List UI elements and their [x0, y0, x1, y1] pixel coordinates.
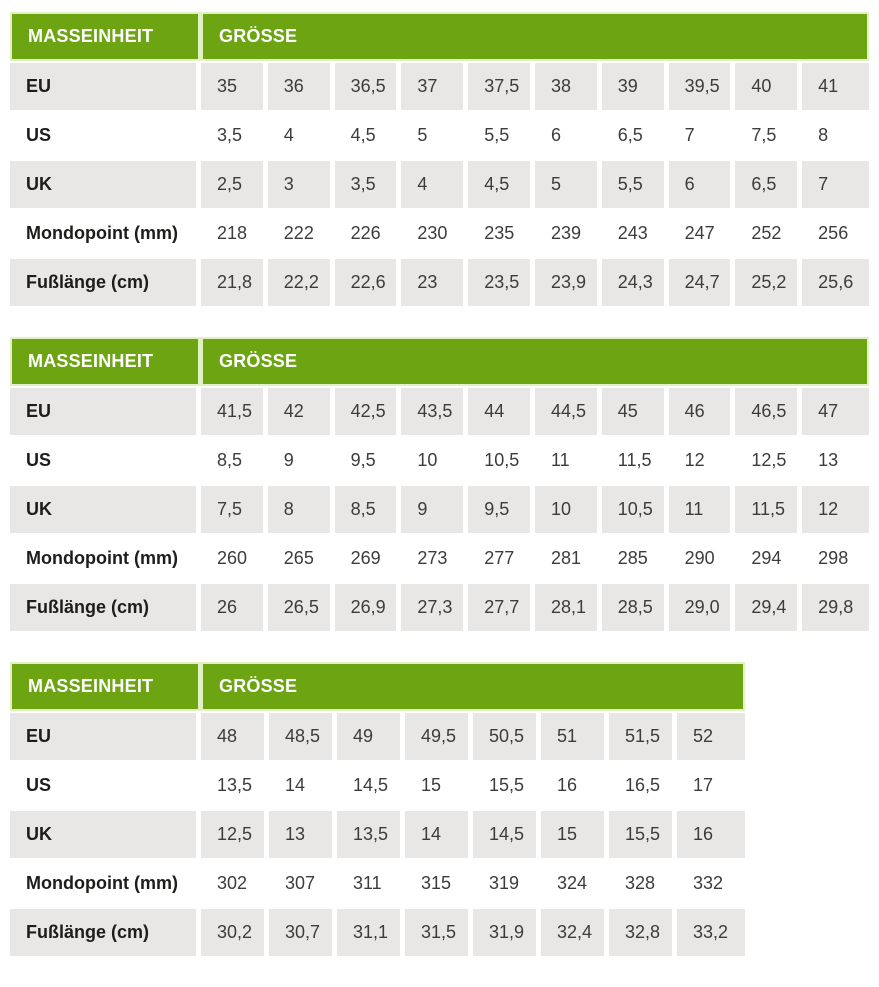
- size-cell: 5,5: [468, 110, 535, 159]
- size-cell: 14: [405, 809, 473, 858]
- size-cell: 26: [201, 582, 268, 631]
- size-cell: 27,7: [468, 582, 535, 631]
- size-cell: 42,5: [335, 386, 402, 435]
- size-cell: 7: [802, 159, 869, 208]
- size-cell: 26,9: [335, 582, 402, 631]
- size-cell: 290: [669, 533, 736, 582]
- size-tables-container: [10, 12, 869, 956]
- table-row: [10, 61, 869, 110]
- size-cell: 9: [401, 484, 468, 533]
- size-cell: 218: [201, 208, 268, 257]
- size-cell: 222: [268, 208, 335, 257]
- size-cell: 31,1: [337, 907, 405, 956]
- size-cell: 22,6: [335, 257, 402, 306]
- size-header: GRÖSSE: [201, 12, 869, 61]
- size-cell: 298: [802, 533, 869, 582]
- size-cell: 6,5: [735, 159, 802, 208]
- size-cell: 239: [535, 208, 602, 257]
- size-table-3: [10, 662, 745, 956]
- size-cell: 46,5: [735, 386, 802, 435]
- size-cell: 30,7: [269, 907, 337, 956]
- size-cell: 32,8: [609, 907, 677, 956]
- size-cell: 23,9: [535, 257, 602, 306]
- size-cell: 294: [735, 533, 802, 582]
- size-cell: 11,5: [735, 484, 802, 533]
- table-row: [10, 711, 745, 760]
- size-cell: 5: [535, 159, 602, 208]
- row-label: Fußlänge (cm): [10, 257, 201, 306]
- table-row: [10, 484, 869, 533]
- size-cell: 4: [268, 110, 335, 159]
- size-cell: 27,3: [401, 582, 468, 631]
- row-label: EU: [10, 386, 201, 435]
- size-cell: 281: [535, 533, 602, 582]
- size-cell: 265: [268, 533, 335, 582]
- size-cell: 39: [602, 61, 669, 110]
- size-cell: 44: [468, 386, 535, 435]
- size-cell: 8: [802, 110, 869, 159]
- size-cell: 10,5: [468, 435, 535, 484]
- row-label: Mondopoint (mm): [10, 533, 201, 582]
- size-cell: 38: [535, 61, 602, 110]
- size-cell: 14,5: [473, 809, 541, 858]
- size-cell: 9,5: [335, 435, 402, 484]
- size-header: GRÖSSE: [201, 662, 745, 711]
- size-cell: 4,5: [335, 110, 402, 159]
- row-label: UK: [10, 809, 201, 858]
- size-cell: 256: [802, 208, 869, 257]
- size-cell: 24,3: [602, 257, 669, 306]
- size-cell: 36: [268, 61, 335, 110]
- header-row: [10, 12, 869, 61]
- header-row: [10, 662, 745, 711]
- size-cell: 29,0: [669, 582, 736, 631]
- row-label: EU: [10, 711, 201, 760]
- size-cell: 273: [401, 533, 468, 582]
- size-cell: 3,5: [201, 110, 268, 159]
- size-cell: 41: [802, 61, 869, 110]
- row-label: Mondopoint (mm): [10, 208, 201, 257]
- row-label: EU: [10, 61, 201, 110]
- size-cell: 45: [602, 386, 669, 435]
- size-cell: 48: [201, 711, 269, 760]
- row-label: US: [10, 435, 201, 484]
- size-cell: 16: [677, 809, 745, 858]
- size-cell: 277: [468, 533, 535, 582]
- size-cell: 2,5: [201, 159, 268, 208]
- size-cell: 35: [201, 61, 268, 110]
- size-cell: 3,5: [335, 159, 402, 208]
- header-row: [10, 337, 869, 386]
- size-cell: 44,5: [535, 386, 602, 435]
- table-row: [10, 809, 745, 858]
- table-row: [10, 386, 869, 435]
- size-cell: 10,5: [602, 484, 669, 533]
- size-cell: 7,5: [735, 110, 802, 159]
- size-cell: 25,6: [802, 257, 869, 306]
- size-cell: 13,5: [201, 760, 269, 809]
- size-cell: 29,8: [802, 582, 869, 631]
- size-cell: 15,5: [609, 809, 677, 858]
- size-cell: 36,5: [335, 61, 402, 110]
- size-cell: 28,1: [535, 582, 602, 631]
- size-cell: 21,8: [201, 257, 268, 306]
- table-row: [10, 760, 745, 809]
- size-cell: 15: [541, 809, 609, 858]
- table-row: [10, 907, 745, 956]
- size-table-2: [10, 337, 869, 631]
- size-cell: 3: [268, 159, 335, 208]
- row-label: UK: [10, 484, 201, 533]
- size-cell: 226: [335, 208, 402, 257]
- size-cell: 30,2: [201, 907, 269, 956]
- size-cell: 7: [669, 110, 736, 159]
- size-cell: 23,5: [468, 257, 535, 306]
- size-cell: 37: [401, 61, 468, 110]
- size-cell: 42: [268, 386, 335, 435]
- size-cell: 23: [401, 257, 468, 306]
- size-cell: 247: [669, 208, 736, 257]
- size-cell: 9: [268, 435, 335, 484]
- size-cell: 285: [602, 533, 669, 582]
- size-cell: 8: [268, 484, 335, 533]
- size-cell: 51: [541, 711, 609, 760]
- size-cell: 16,5: [609, 760, 677, 809]
- size-cell: 49: [337, 711, 405, 760]
- size-cell: 8,5: [335, 484, 402, 533]
- size-cell: 230: [401, 208, 468, 257]
- size-cell: 22,2: [268, 257, 335, 306]
- row-label: Fußlänge (cm): [10, 907, 201, 956]
- size-cell: 43,5: [401, 386, 468, 435]
- size-cell: 12: [802, 484, 869, 533]
- size-cell: 11,5: [602, 435, 669, 484]
- size-cell: 31,5: [405, 907, 473, 956]
- size-cell: 11: [669, 484, 736, 533]
- size-cell: 8,5: [201, 435, 268, 484]
- size-cell: 26,5: [268, 582, 335, 631]
- size-cell: 13: [802, 435, 869, 484]
- size-cell: 29,4: [735, 582, 802, 631]
- size-cell: 307: [269, 858, 337, 907]
- unit-header: MASSEINHEIT: [10, 12, 201, 61]
- table-row: [10, 582, 869, 631]
- size-cell: 48,5: [269, 711, 337, 760]
- size-cell: 4,5: [468, 159, 535, 208]
- size-cell: 13: [269, 809, 337, 858]
- size-cell: 50,5: [473, 711, 541, 760]
- size-cell: 39,5: [669, 61, 736, 110]
- row-label: Fußlänge (cm): [10, 582, 201, 631]
- table-row: [10, 110, 869, 159]
- row-label: US: [10, 760, 201, 809]
- size-table-1: [10, 12, 869, 306]
- row-label: Mondopoint (mm): [10, 858, 201, 907]
- size-cell: 52: [677, 711, 745, 760]
- size-cell: 11: [535, 435, 602, 484]
- size-cell: 40: [735, 61, 802, 110]
- size-cell: 6: [669, 159, 736, 208]
- size-cell: 269: [335, 533, 402, 582]
- size-cell: 25,2: [735, 257, 802, 306]
- size-cell: 24,7: [669, 257, 736, 306]
- size-cell: 260: [201, 533, 268, 582]
- size-cell: 14: [269, 760, 337, 809]
- size-cell: 13,5: [337, 809, 405, 858]
- size-cell: 15: [405, 760, 473, 809]
- size-cell: 28,5: [602, 582, 669, 631]
- size-cell: 319: [473, 858, 541, 907]
- size-cell: 9,5: [468, 484, 535, 533]
- size-cell: 14,5: [337, 760, 405, 809]
- size-cell: 311: [337, 858, 405, 907]
- size-cell: 6: [535, 110, 602, 159]
- size-cell: 6,5: [602, 110, 669, 159]
- size-cell: 12: [669, 435, 736, 484]
- size-cell: 12,5: [201, 809, 269, 858]
- size-cell: 328: [609, 858, 677, 907]
- size-cell: 16: [541, 760, 609, 809]
- size-cell: 33,2: [677, 907, 745, 956]
- row-label: US: [10, 110, 201, 159]
- size-cell: 37,5: [468, 61, 535, 110]
- size-cell: 12,5: [735, 435, 802, 484]
- size-cell: 324: [541, 858, 609, 907]
- size-cell: 10: [401, 435, 468, 484]
- size-cell: 252: [735, 208, 802, 257]
- size-cell: 51,5: [609, 711, 677, 760]
- unit-header: MASSEINHEIT: [10, 337, 201, 386]
- size-cell: 17: [677, 760, 745, 809]
- size-cell: 5: [401, 110, 468, 159]
- size-header: GRÖSSE: [201, 337, 869, 386]
- size-cell: 41,5: [201, 386, 268, 435]
- table-row: [10, 435, 869, 484]
- size-cell: 31,9: [473, 907, 541, 956]
- table-row: [10, 159, 869, 208]
- table-row: [10, 257, 869, 306]
- table-row: [10, 858, 745, 907]
- size-cell: 315: [405, 858, 473, 907]
- size-cell: 7,5: [201, 484, 268, 533]
- size-cell: 302: [201, 858, 269, 907]
- unit-header: MASSEINHEIT: [10, 662, 201, 711]
- size-cell: 5,5: [602, 159, 669, 208]
- size-cell: 332: [677, 858, 745, 907]
- size-cell: 49,5: [405, 711, 473, 760]
- size-cell: 4: [401, 159, 468, 208]
- size-cell: 46: [669, 386, 736, 435]
- row-label: UK: [10, 159, 201, 208]
- size-cell: 32,4: [541, 907, 609, 956]
- size-cell: 10: [535, 484, 602, 533]
- table-row: [10, 208, 869, 257]
- table-row: [10, 533, 869, 582]
- size-cell: 235: [468, 208, 535, 257]
- size-cell: 47: [802, 386, 869, 435]
- size-cell: 243: [602, 208, 669, 257]
- size-cell: 15,5: [473, 760, 541, 809]
